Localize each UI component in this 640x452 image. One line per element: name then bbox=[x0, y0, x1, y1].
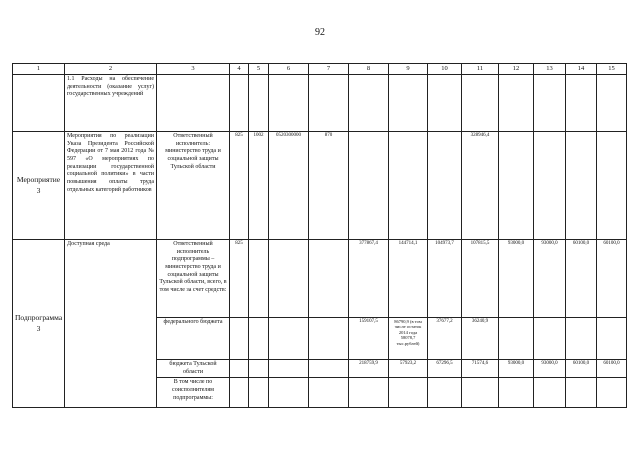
table-cell: федерального бюджета bbox=[157, 318, 230, 360]
header-cell: 3 bbox=[157, 64, 230, 75]
header-cell: 7 bbox=[309, 64, 349, 75]
table-cell bbox=[269, 378, 309, 408]
table-cell bbox=[349, 75, 389, 132]
table-cell: 104973,7 bbox=[428, 240, 462, 318]
table-cell: 377867,4 bbox=[349, 240, 389, 318]
header-cell: 1 bbox=[13, 64, 65, 75]
table-cell: Ответственный исполнитель подпрограммы – министерство труда и социальной защиты Тульской области, всего, в том числе за счет средств: bbox=[157, 240, 230, 318]
budget-table bbox=[12, 63, 627, 408]
table-cell: 67296,5 bbox=[428, 360, 462, 378]
header-cell: 8 bbox=[349, 64, 389, 75]
table-cell bbox=[428, 75, 462, 132]
table-cell bbox=[428, 378, 462, 408]
table-cell bbox=[597, 318, 627, 360]
table-cell bbox=[230, 378, 249, 408]
table-cell bbox=[249, 75, 269, 132]
header-row bbox=[13, 64, 627, 75]
table-cell bbox=[309, 75, 349, 132]
header-cell: 11 bbox=[462, 64, 499, 75]
table-cell bbox=[428, 132, 462, 240]
table-cell bbox=[462, 75, 499, 132]
table-cell: 825 bbox=[230, 132, 249, 240]
table-cell bbox=[269, 75, 309, 132]
table-cell: 86790,9 (в том числе остаток 2014 года 58078,7 тыс.рублей) bbox=[389, 318, 428, 360]
table-row bbox=[13, 132, 627, 240]
header-cell: 4 bbox=[230, 64, 249, 75]
table-cell bbox=[597, 75, 627, 132]
table-cell: 36240,9 bbox=[462, 318, 499, 360]
table-cell: Мероприятие 3 bbox=[13, 132, 65, 240]
header-cell: 6 bbox=[269, 64, 309, 75]
table-cell bbox=[534, 378, 566, 408]
table-cell: 57923,2 bbox=[389, 360, 428, 378]
table-cell: Мероприятия по реализации Указа Президента Российской Федерации от 7 мая 2012 года № 597 «О мероприятиях по реализации государственной социальной политики» в части повышения оплаты труда отдельных категорий работников bbox=[65, 132, 157, 240]
table-cell bbox=[389, 378, 428, 408]
table-cell bbox=[157, 75, 230, 132]
table-cell bbox=[309, 378, 349, 408]
table-cell: 93000,0 bbox=[499, 240, 534, 318]
table-cell bbox=[534, 75, 566, 132]
table-cell: 1002 bbox=[249, 132, 269, 240]
table-cell bbox=[534, 318, 566, 360]
table-cell bbox=[349, 378, 389, 408]
table-cell bbox=[566, 318, 597, 360]
header-cell: 14 bbox=[566, 64, 597, 75]
table-cell: 107815,5 bbox=[462, 240, 499, 318]
table-cell bbox=[309, 240, 349, 318]
table-cell bbox=[230, 360, 249, 378]
header-cell: 12 bbox=[499, 64, 534, 75]
table-cell: Доступная среда bbox=[65, 240, 157, 408]
table-cell: 825 bbox=[230, 240, 249, 318]
table-cell bbox=[269, 318, 309, 360]
table-cell bbox=[389, 132, 428, 240]
table-cell: 60100,0 bbox=[566, 360, 597, 378]
table-cell bbox=[249, 360, 269, 378]
header-cell: 15 bbox=[597, 64, 627, 75]
table-cell: В том числе по соисполнителям подпрограммы: bbox=[157, 378, 230, 408]
table-cell bbox=[269, 360, 309, 378]
table-cell: Подпрограмма 3 bbox=[13, 240, 65, 408]
table-cell bbox=[309, 318, 349, 360]
table-row bbox=[13, 240, 627, 318]
table-cell bbox=[389, 75, 428, 132]
table-cell: 159107,5 bbox=[349, 318, 389, 360]
table-cell: 1.1 Расходы на обеспечение деятельности (оказание услуг) государственных учреждений bbox=[65, 75, 157, 132]
table-cell: 144714,1 bbox=[389, 240, 428, 318]
table-cell: 71574,6 bbox=[462, 360, 499, 378]
table-cell: бюджета Тульской области bbox=[157, 360, 230, 378]
table-cell bbox=[249, 240, 269, 318]
table-cell: 60100,0 bbox=[597, 360, 627, 378]
table-cell bbox=[597, 378, 627, 408]
table-row bbox=[13, 75, 627, 132]
table-cell bbox=[230, 318, 249, 360]
table-cell bbox=[597, 132, 627, 240]
table-cell bbox=[13, 75, 65, 132]
page-number: 92 bbox=[315, 27, 325, 38]
header-cell: 10 bbox=[428, 64, 462, 75]
table-cell bbox=[249, 318, 269, 360]
table-cell: 93000,0 bbox=[499, 360, 534, 378]
header-cell: 2 bbox=[65, 64, 157, 75]
table-cell bbox=[499, 318, 534, 360]
table-cell bbox=[566, 75, 597, 132]
table-cell: 93000,0 bbox=[534, 240, 566, 318]
header-cell: 13 bbox=[534, 64, 566, 75]
table-cell: 870 bbox=[309, 132, 349, 240]
table-cell bbox=[309, 360, 349, 378]
header-cell: 5 bbox=[249, 64, 269, 75]
table-cell bbox=[269, 240, 309, 318]
table-cell: Ответственный исполнитель: министерство труда и социальной защиты Тульской области bbox=[157, 132, 230, 240]
table-cell bbox=[349, 132, 389, 240]
table-cell bbox=[499, 75, 534, 132]
table-cell bbox=[499, 378, 534, 408]
table-cell: 0520300000 bbox=[269, 132, 309, 240]
table-cell: 60100,0 bbox=[566, 240, 597, 318]
table-cell bbox=[566, 132, 597, 240]
table-cell: 37677,2 bbox=[428, 318, 462, 360]
table-cell: 328946,4 bbox=[462, 132, 499, 240]
table-cell bbox=[230, 75, 249, 132]
table-cell: 218759,9 bbox=[349, 360, 389, 378]
table-cell bbox=[566, 378, 597, 408]
table-cell bbox=[534, 132, 566, 240]
table-cell: 60100,0 bbox=[597, 240, 627, 318]
header-cell: 9 bbox=[389, 64, 428, 75]
table-cell bbox=[462, 378, 499, 408]
table-cell bbox=[249, 378, 269, 408]
table-cell bbox=[499, 132, 534, 240]
table-cell: 93000,0 bbox=[534, 360, 566, 378]
